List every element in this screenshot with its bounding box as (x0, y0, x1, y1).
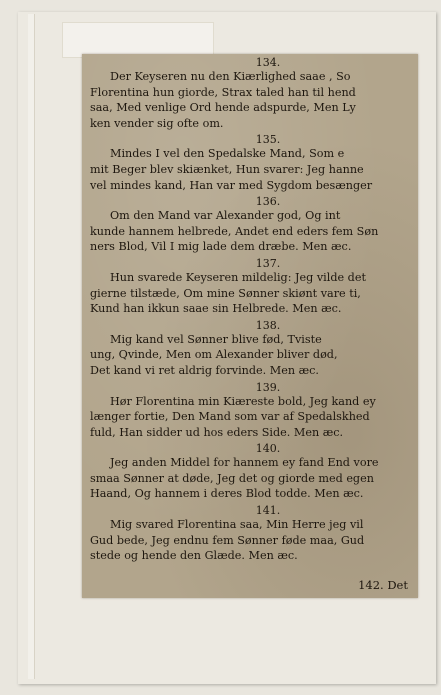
verse-number: 139. (255, 380, 281, 394)
verse-line: saa, Med venlige Ord hende adspurde, Men Ly (90, 101, 356, 115)
verse-line: Mig kand vel Sønner blive fød, Tviste (110, 332, 322, 346)
verse (90, 195, 418, 255)
binding-edge (28, 14, 35, 679)
verse-number: 141. (255, 504, 281, 518)
verse-line: kunde hannem helbrede, Andet end eders fem Søn (90, 224, 379, 238)
verse-text (90, 54, 418, 564)
verse-line: ung, Qvinde, Men om Alexander bliver død, (90, 348, 338, 362)
catchword: 142. Det (358, 578, 408, 592)
verse-line: fuld, Han sidder ud hos eders Side. Men æc. (90, 425, 344, 439)
verse (90, 442, 418, 502)
verse (90, 319, 418, 379)
verse-line: gierne tilstæde, Om mine Sønner skiønt vare ti, (90, 286, 361, 300)
verse (90, 56, 418, 131)
verse (90, 504, 418, 564)
verse (90, 381, 418, 441)
verse-number: 137. (255, 256, 281, 270)
verse-line: smaa Sønner at døde, Jeg det og giorde med egen (90, 471, 374, 485)
verse-line: ken vender sig ofte om. (90, 116, 224, 130)
verse-line: Hun svarede Keyseren mildelig: Jeg vilde det (110, 270, 366, 284)
verse-number: 135. (255, 133, 281, 147)
manuscript-leaf (82, 54, 418, 598)
verse-line: vel mindes kand, Han var med Sygdom besænger (90, 178, 373, 192)
verse-line: ners Blod, Vil I mig lade dem dræbe. Men æc. (90, 240, 352, 254)
verse-line: Hør Florentina min Kiæreste bold, Jeg kand ey (110, 394, 376, 408)
verse-number: 138. (255, 318, 281, 332)
verse-number: 134. (255, 56, 281, 69)
verse-line: Det kand vi ret aldrig forvinde. Men æc. (90, 363, 319, 377)
verse-line: Kund han ikkun saae sin Helbrede. Men æc. (90, 302, 342, 316)
verse-line: Gud bede, Jeg endnu fem Sønner føde maa, Gud (90, 533, 365, 547)
verse-line: stede og hende den Glæde. Men æc. (90, 549, 298, 563)
verse-line: Mig svared Florentina saa, Min Herre jeg vil (110, 518, 364, 532)
verse-line: Haand, Og hannem i deres Blod todde. Men æc. (90, 487, 364, 501)
verse (90, 133, 418, 193)
verse (90, 257, 418, 317)
verse-line: længer fortie, Den Mand som var af Spedalskhed (90, 410, 370, 424)
verse-line: Mindes I vel den Spedalske Mand, Som e (110, 147, 345, 161)
verse-line: Om den Mand var Alexander god, Og int (110, 209, 341, 223)
verse-number: 140. (255, 442, 281, 456)
verse-line: Der Keyseren nu den Kiærlighed saae , So (110, 70, 351, 83)
paper-tape (62, 22, 214, 58)
verse-line: mit Beger blev skiænket, Hun svarer: Jeg hanne (90, 162, 364, 176)
verse-line: Jeg anden Middel for hannem ey fand End vore (110, 456, 379, 470)
verse-line: Florentina hun giorde, Strax taled han til hend (90, 85, 356, 99)
verse-number: 136. (255, 195, 281, 209)
